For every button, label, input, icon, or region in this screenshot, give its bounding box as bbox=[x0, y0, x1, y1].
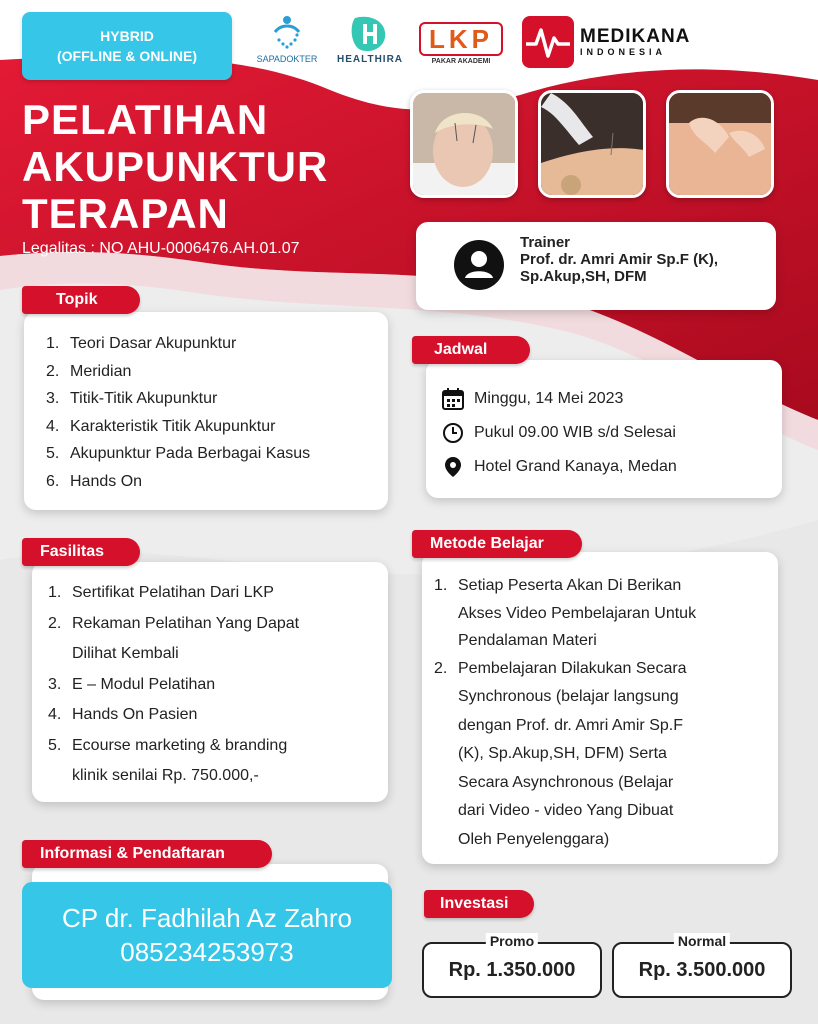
promo-label: Promo bbox=[486, 933, 538, 949]
jadwal-place: Hotel Grand Kanaya, Medan bbox=[474, 458, 677, 475]
trainer-name-line1: Prof. dr. Amri Amir Sp.F (K), bbox=[520, 251, 719, 268]
topik-card bbox=[24, 312, 388, 510]
clock-icon bbox=[442, 422, 464, 444]
investasi-heading: Investasi bbox=[424, 890, 534, 918]
list-item: 3. Titik-Titik Akupunktur bbox=[46, 390, 218, 407]
healthira-logo bbox=[334, 14, 406, 65]
topik-heading: Topik bbox=[22, 286, 140, 314]
hybrid-line1: HYBRID bbox=[100, 28, 154, 44]
metode-card bbox=[422, 552, 778, 864]
contact-phone[interactable]: 085234253973 bbox=[120, 937, 294, 967]
list-item: 3. E – Modul Pelatihan bbox=[48, 675, 216, 693]
page-title bbox=[22, 96, 402, 237]
photo-foot-acupuncture bbox=[538, 90, 646, 198]
contact-box[interactable] bbox=[22, 882, 392, 988]
sapadokter-text: SAPADOKTER bbox=[256, 54, 318, 64]
normal-label: Normal bbox=[674, 933, 730, 949]
user-icon bbox=[454, 240, 504, 290]
hybrid-line2: (OFFLINE & ONLINE) bbox=[57, 48, 197, 64]
list-item: 2. Rekaman Pelatihan Yang Dapat Dilihat Kembali bbox=[48, 614, 300, 662]
topik-list bbox=[46, 330, 310, 495]
medikana-sub: INDONESIA bbox=[580, 47, 667, 57]
healthira-icon bbox=[349, 14, 391, 54]
informasi-heading: Informasi & Pendaftaran bbox=[22, 840, 272, 868]
trainer-card bbox=[416, 222, 776, 310]
contact-name: CP dr. Fadhilah Az Zahro bbox=[61, 903, 352, 933]
title-line2: AKUPUNKTUR bbox=[22, 143, 329, 190]
photo-face-acupuncture bbox=[410, 90, 518, 198]
metode-list bbox=[434, 572, 696, 854]
fasilitas-list bbox=[48, 578, 299, 792]
lkp-logo bbox=[418, 22, 504, 65]
jadwal-date: Minggu, 14 Mei 2023 bbox=[474, 390, 624, 407]
trainer-label: Trainer bbox=[520, 234, 571, 251]
list-item: 2. Pembelajaran Dilakukan Secara Synchronous (belajar langsung dengan Prof. dr. Amri Amir Sp.F (K), Sp.Akup,SH, DFM) Serta Secara Asynchronous (Belajar dari Video - video Yang Dibuat Oleh Penyelenggara) bbox=[434, 659, 687, 848]
legalitas-text: Legalitas : NO AHU-0006476.AH.01.07 bbox=[22, 240, 300, 257]
hybrid-badge bbox=[22, 12, 232, 80]
fasilitas-heading: Fasilitas bbox=[22, 538, 140, 566]
title-line3: TERAPAN bbox=[22, 190, 229, 237]
metode-heading: Metode Belajar bbox=[412, 530, 582, 558]
medikana-text: MEDIKANA bbox=[580, 26, 691, 47]
jadwal-card bbox=[426, 360, 782, 498]
jadwal-heading: Jadwal bbox=[412, 336, 530, 364]
jadwal-date-row bbox=[442, 388, 677, 410]
location-pin-icon bbox=[442, 456, 464, 478]
sapadokter-logo bbox=[254, 14, 320, 64]
medikana-logo bbox=[522, 16, 690, 68]
promo-price-box bbox=[422, 933, 602, 998]
normal-price: Rp. 3.500.000 bbox=[638, 958, 766, 981]
normal-price-box bbox=[612, 933, 792, 998]
calendar-icon bbox=[442, 388, 464, 410]
list-item: 1. Setiap Peserta Akan Di Berikan Akses Video Pembelajaran Untuk Pendalaman Materi bbox=[434, 577, 697, 649]
list-item: 5. Ecourse marketing & branding klinik senilai Rp. 750.000,- bbox=[48, 736, 288, 784]
fasilitas-card bbox=[32, 562, 388, 802]
list-item: 4. Hands On Pasien bbox=[48, 706, 198, 723]
list-item: 1. Sertifikat Pelatihan Dari LKP bbox=[48, 584, 274, 601]
list-item: 5. Akupunktur Pada Berbagai Kasus bbox=[46, 445, 311, 462]
list-item: 4. Karakteristik Titik Akupunktur bbox=[46, 417, 276, 435]
list-item: 1. Teori Dasar Akupunktur bbox=[46, 335, 237, 352]
trainer-name-line2: Sp.Akup,SH, DFM bbox=[520, 268, 647, 285]
healthira-text: HEALTHIRA bbox=[336, 54, 404, 65]
list-item: 6. Hands On bbox=[46, 472, 143, 490]
jadwal-place-row bbox=[442, 456, 677, 478]
jadwal-time: Pukul 09.00 WIB s/d Selesai bbox=[474, 424, 676, 441]
list-item: 2. Meridian bbox=[46, 362, 132, 380]
promo-price: Rp. 1.350.000 bbox=[448, 958, 576, 981]
photo-back-acupuncture bbox=[666, 90, 774, 198]
sapadokter-icon bbox=[267, 14, 307, 54]
lkp-sub: PAKAR AKADEMI bbox=[431, 58, 491, 65]
jadwal-time-row bbox=[442, 422, 677, 444]
title-line1: PELATIHAN bbox=[22, 96, 269, 143]
lkp-text: LKP bbox=[419, 22, 503, 56]
medikana-icon bbox=[522, 16, 574, 68]
